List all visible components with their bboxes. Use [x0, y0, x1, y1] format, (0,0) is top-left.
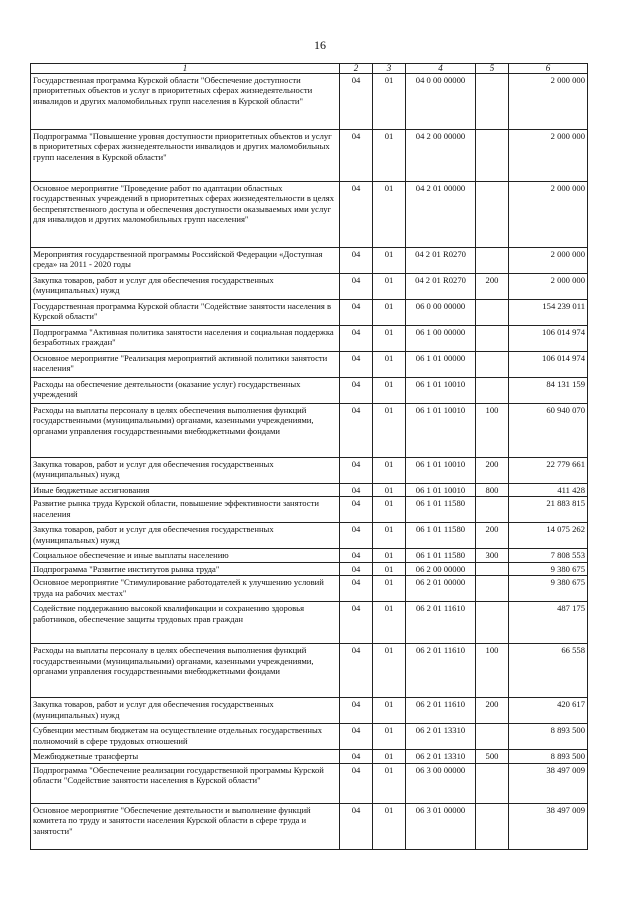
amount-value: 2 000 000 [509, 248, 588, 274]
expense-type-code [476, 130, 509, 182]
subsection-code: 01 [373, 803, 406, 849]
row-description: Содействие поддержанию высокой квалификации и сохранению здоровья работников, обеспечение защиты трудовых прав граждан [31, 602, 340, 644]
target-article-code: 04 2 01 R0270 [406, 248, 476, 274]
expense-type-code [476, 378, 509, 404]
expense-type-code: 300 [476, 549, 509, 562]
table-row [31, 497, 588, 523]
subsection-code: 01 [373, 74, 406, 130]
subsection-code: 01 [373, 274, 406, 300]
amount-value: 154 239 011 [509, 300, 588, 326]
amount-value: 9 380 675 [509, 562, 588, 575]
table-row [31, 724, 588, 750]
target-article-code: 04 2 01 00000 [406, 182, 476, 248]
column-header: 4 [406, 64, 476, 74]
row-description: Подпрограмма "Обеспечение реализации государственной программы Курской области "Содействие занятости населения в Курской области" [31, 763, 340, 803]
amount-value: 66 558 [509, 644, 588, 698]
column-header: 3 [373, 64, 406, 74]
table-row [31, 523, 588, 549]
target-article-code: 04 0 00 00000 [406, 74, 476, 130]
expense-type-code [476, 576, 509, 602]
subsection-code: 01 [373, 549, 406, 562]
amount-value: 106 014 974 [509, 352, 588, 378]
section-code: 04 [340, 750, 373, 763]
expense-type-code [476, 300, 509, 326]
subsection-code: 01 [373, 300, 406, 326]
column-header: 5 [476, 64, 509, 74]
table-row [31, 562, 588, 575]
target-article-code: 06 1 01 11580 [406, 523, 476, 549]
table-row [31, 549, 588, 562]
target-article-code: 04 2 01 R0270 [406, 274, 476, 300]
section-code: 04 [340, 378, 373, 404]
row-description: Субвенции местным бюджетам на осуществление отдельных государственных полномочий в сфере трудовых отношений [31, 724, 340, 750]
expense-type-code [476, 352, 509, 378]
table-row [31, 763, 588, 803]
section-code: 04 [340, 352, 373, 378]
section-code: 04 [340, 549, 373, 562]
table-row [31, 698, 588, 724]
amount-value: 38 497 009 [509, 803, 588, 849]
row-description: Подпрограмма "Повышение уровня доступности приоритетных объектов и услуг в приоритетных сферах жизнедеятельности инвалидов и других маломобильных групп населения в Курской области" [31, 130, 340, 182]
amount-value: 21 883 815 [509, 497, 588, 523]
section-code: 04 [340, 326, 373, 352]
table-row [31, 803, 588, 849]
target-article-code: 06 3 01 00000 [406, 803, 476, 849]
amount-value: 8 893 500 [509, 724, 588, 750]
amount-value: 2 000 000 [509, 274, 588, 300]
row-description: Расходы на обеспечение деятельности (оказание услуг) государственных учреждений [31, 378, 340, 404]
table-row [31, 576, 588, 602]
section-code: 04 [340, 602, 373, 644]
section-code: 04 [340, 803, 373, 849]
table-row [31, 326, 588, 352]
subsection-code: 01 [373, 130, 406, 182]
section-code: 04 [340, 497, 373, 523]
row-description: Основное мероприятие "Стимулирование работодателей к улучшению условий труда на рабочих местах" [31, 576, 340, 602]
row-description: Иные бюджетные ассигнования [31, 484, 340, 497]
column-header-row [31, 64, 588, 74]
table-row [31, 458, 588, 484]
section-code: 04 [340, 74, 373, 130]
budget-table [30, 63, 588, 850]
subsection-code: 01 [373, 644, 406, 698]
amount-value: 9 380 675 [509, 576, 588, 602]
row-description: Социальное обеспечение и иные выплаты населению [31, 549, 340, 562]
amount-value: 106 014 974 [509, 326, 588, 352]
amount-value: 2 000 000 [509, 130, 588, 182]
target-article-code: 06 2 00 00000 [406, 562, 476, 575]
subsection-code: 01 [373, 404, 406, 458]
table-row [31, 352, 588, 378]
row-description: Государственная программа Курской области "Содействие занятости населения в Курской области" [31, 300, 340, 326]
row-description: Межбюджетные трансферты [31, 750, 340, 763]
section-code: 04 [340, 484, 373, 497]
subsection-code: 01 [373, 763, 406, 803]
row-description: Закупка товаров, работ и услуг для обеспечения государственных (муниципальных) нужд [31, 698, 340, 724]
subsection-code: 01 [373, 698, 406, 724]
amount-value: 7 808 553 [509, 549, 588, 562]
target-article-code: 06 2 01 11610 [406, 698, 476, 724]
table-row [31, 644, 588, 698]
table-row [31, 74, 588, 130]
amount-value: 60 940 070 [509, 404, 588, 458]
target-article-code: 06 1 00 00000 [406, 326, 476, 352]
target-article-code: 06 2 01 00000 [406, 576, 476, 602]
subsection-code: 01 [373, 248, 406, 274]
section-code: 04 [340, 523, 373, 549]
amount-value: 2 000 000 [509, 182, 588, 248]
expense-type-code [476, 562, 509, 575]
subsection-code: 01 [373, 576, 406, 602]
section-code: 04 [340, 724, 373, 750]
target-article-code: 06 1 01 10010 [406, 458, 476, 484]
amount-value: 8 893 500 [509, 750, 588, 763]
subsection-code: 01 [373, 750, 406, 763]
row-description: Подпрограмма "Развитие институтов рынка труда" [31, 562, 340, 575]
target-article-code: 06 0 00 00000 [406, 300, 476, 326]
target-article-code: 06 1 01 10010 [406, 404, 476, 458]
expense-type-code [476, 724, 509, 750]
target-article-code: 06 2 01 11610 [406, 602, 476, 644]
expense-type-code [476, 74, 509, 130]
column-header: 6 [509, 64, 588, 74]
expense-type-code: 200 [476, 698, 509, 724]
subsection-code: 01 [373, 378, 406, 404]
section-code: 04 [340, 763, 373, 803]
subsection-code: 01 [373, 497, 406, 523]
target-article-code: 04 2 00 00000 [406, 130, 476, 182]
amount-value: 487 175 [509, 602, 588, 644]
section-code: 04 [340, 182, 373, 248]
row-description: Закупка товаров, работ и услуг для обеспечения государственных (муниципальных) нужд [31, 274, 340, 300]
subsection-code: 01 [373, 724, 406, 750]
table-row [31, 602, 588, 644]
row-description: Подпрограмма "Активная политика занятости населения и социальная поддержка безработных граждан" [31, 326, 340, 352]
subsection-code: 01 [373, 326, 406, 352]
table-row [31, 182, 588, 248]
column-header: 2 [340, 64, 373, 74]
amount-value: 2 000 000 [509, 74, 588, 130]
subsection-code: 01 [373, 484, 406, 497]
section-code: 04 [340, 130, 373, 182]
target-article-code: 06 1 01 00000 [406, 352, 476, 378]
amount-value: 14 075 262 [509, 523, 588, 549]
section-code: 04 [340, 644, 373, 698]
expense-type-code: 800 [476, 484, 509, 497]
section-code: 04 [340, 576, 373, 602]
amount-value: 420 617 [509, 698, 588, 724]
amount-value: 38 497 009 [509, 763, 588, 803]
section-code: 04 [340, 698, 373, 724]
section-code: 04 [340, 458, 373, 484]
section-code: 04 [340, 300, 373, 326]
expense-type-code [476, 326, 509, 352]
section-code: 04 [340, 404, 373, 458]
subsection-code: 01 [373, 352, 406, 378]
target-article-code: 06 2 01 13310 [406, 724, 476, 750]
row-description: Основное мероприятие "Проведение работ по адаптации областных государственных учреждений в приоритетных сферах жизнедеятельности в целях беспрепятственного доступа и обеспечения доступности оказываемых ими услуг для инвалидов и других маломобильных групп населения" [31, 182, 340, 248]
row-description: Закупка товаров, работ и услуг для обеспечения государственных (муниципальных) нужд [31, 523, 340, 549]
row-description: Расходы на выплаты персоналу в целях обеспечения выполнения функций государственными (муниципальными) органами, казенными учреждениями, органами управления государственными внебюджетными фондами [31, 404, 340, 458]
table-row [31, 130, 588, 182]
section-code: 04 [340, 562, 373, 575]
row-description: Развитие рынка труда Курской области, повышение эффективности занятости населения [31, 497, 340, 523]
subsection-code: 01 [373, 458, 406, 484]
column-header: 1 [31, 64, 340, 74]
expense-type-code: 100 [476, 644, 509, 698]
subsection-code: 01 [373, 182, 406, 248]
budget-table-body [31, 64, 588, 850]
target-article-code: 06 3 00 00000 [406, 763, 476, 803]
table-row [31, 300, 588, 326]
row-description: Расходы на выплаты персоналу в целях обеспечения выполнения функций государственными (муниципальными) органами, казенными учреждениями, органами управления государственными внебюджетными фондами [31, 644, 340, 698]
row-description: Закупка товаров, работ и услуг для обеспечения государственных (муниципальных) нужд [31, 458, 340, 484]
amount-value: 22 779 661 [509, 458, 588, 484]
target-article-code: 06 2 01 11610 [406, 644, 476, 698]
page-number: 16 [314, 38, 326, 52]
target-article-code: 06 1 01 10010 [406, 378, 476, 404]
expense-type-code [476, 763, 509, 803]
target-article-code: 06 1 01 11580 [406, 497, 476, 523]
table-row [31, 274, 588, 300]
row-description: Основное мероприятие "Реализация мероприятий активной политики занятости населения" [31, 352, 340, 378]
expense-type-code: 200 [476, 523, 509, 549]
expense-type-code: 500 [476, 750, 509, 763]
target-article-code: 06 1 01 10010 [406, 484, 476, 497]
table-row [31, 378, 588, 404]
amount-value: 411 428 [509, 484, 588, 497]
subsection-code: 01 [373, 562, 406, 575]
expense-type-code [476, 602, 509, 644]
table-row [31, 750, 588, 763]
expense-type-code [476, 803, 509, 849]
expense-type-code: 200 [476, 458, 509, 484]
table-row [31, 248, 588, 274]
subsection-code: 01 [373, 523, 406, 549]
expense-type-code [476, 182, 509, 248]
row-description: Государственная программа Курской области "Обеспечение доступности приоритетных объектов и услуг в приоритетных сферах жизнедеятельности инвалидов и других маломобильных групп населения в Курской области" [31, 74, 340, 130]
row-description: Мероприятия государственной программы Российской Федерации «Доступная среда» на 2011 - 2020 годы [31, 248, 340, 274]
expense-type-code [476, 248, 509, 274]
target-article-code: 06 1 01 11580 [406, 549, 476, 562]
table-row [31, 484, 588, 497]
subsection-code: 01 [373, 602, 406, 644]
expense-type-code: 200 [476, 274, 509, 300]
expense-type-code [476, 497, 509, 523]
section-code: 04 [340, 248, 373, 274]
section-code: 04 [340, 274, 373, 300]
target-article-code: 06 2 01 13310 [406, 750, 476, 763]
expense-type-code: 100 [476, 404, 509, 458]
amount-value: 84 131 159 [509, 378, 588, 404]
table-row [31, 404, 588, 458]
row-description: Основное мероприятие "Обеспечение деятельности и выполнение функций комитета по труду и занятости населения Курской области в сфере труда и занятости" [31, 803, 340, 849]
